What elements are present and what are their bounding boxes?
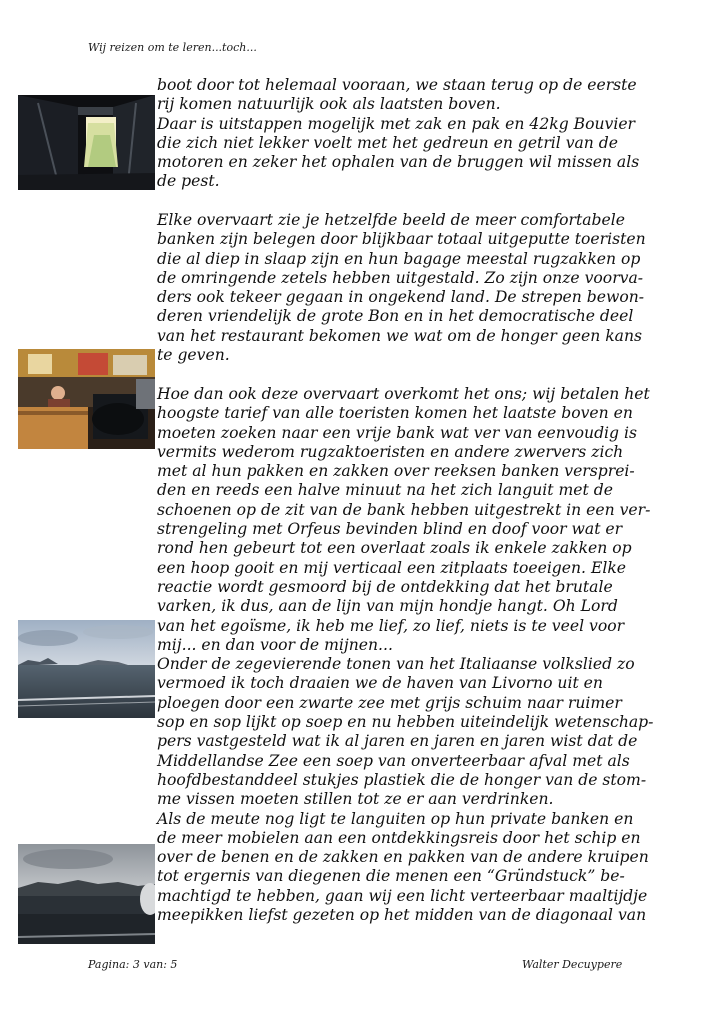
text-line: de meer mobielen aan een ontdekkingsreis door het schip en [157, 828, 641, 847]
text-line: die al diep in slaap zijn en hun bagage meestal rugzakken op [157, 249, 641, 268]
text-line: tot ergernis van diegenen die menen een “Gründstuck” be- [157, 867, 625, 886]
text-line: Hoe dan ook deze overvaart overkomt het ons; wij betalen het [157, 385, 650, 403]
text-line: deren vriendelijk de grote Bon en in het democratische deel [157, 307, 634, 326]
text-line: van het egoïsme, ik heb me lief, zo lief, niets is te veel voor [157, 616, 625, 635]
text-line: Middellandse Zee een soep van onverteerbaar afval met als [157, 751, 630, 770]
text-line: van het restaurant bekomen we wat om de honger geen kans [157, 326, 642, 345]
text-line: te geven. [157, 346, 230, 365]
text-line: machtigd te hebben, gaan wij een licht verteerbaar maaltijdje [157, 886, 648, 905]
text-line: strengeling met Orfeus bevinden blind en doof voor wat er [157, 520, 623, 539]
paragraph-3 [157, 385, 677, 925]
text-line: mij... en dan voor de mijnen... [157, 635, 393, 654]
page-header: Wij reizen om te leren...toch... [88, 41, 257, 54]
text-line: vermoed ik toch draaien we de haven van Livorno uit en [157, 674, 603, 693]
text-line: over de benen en de zakken en pakken van de andere kruipen [157, 848, 649, 867]
text-line: ders ook tekeer gegaan in ongekend land. De strepen bewon- [157, 288, 645, 307]
text-line: sop en sop lijkt op soep en nu hebben uiteindelijk wetenschap- [157, 713, 654, 732]
text-line: meepikken liefst gezeten op het midden van de diagonaal van [157, 906, 647, 925]
text-line: rij komen natuurlijk ook als laatsten boven. [157, 95, 501, 114]
text-line: hoofdbestanddeel stukjes plastiek die de honger van de stom- [157, 770, 647, 789]
text-line: Daar is uitstappen mogelijk met zak en pak en 42kg Bouvier [157, 114, 636, 133]
text-line: rond hen gebeurt tot een overlaat zoals ik enkele zakken op [157, 539, 632, 558]
text-line: schoenen op de zit van de bank hebben uitgestrekt in een ver- [157, 500, 651, 519]
text-line: den en reeds een halve minuut na het zich languit met de [157, 481, 613, 500]
text-line: pers vastgesteld wat ik al jaren en jaren en jaren wist dat de [157, 732, 638, 751]
text-line: een hoop gooit en mij verticaal een zitplaats toeeigen. Elke [157, 558, 627, 577]
text-line: hoogste tarief van alle toeristen komen het laatste boven en [157, 404, 633, 423]
text-line: moeten zoeken naar een vrije bank wat ver van eenvoudig is [157, 423, 637, 442]
text-line: motoren en zeker het ophalen van de bruggen wil missen als [157, 153, 640, 172]
text-line: Onder de zegevierende tonen van het Italiaanse volkslied zo [157, 655, 635, 674]
text-line: reactie wordt gesmoord bij de ontdekking dat het brutale [157, 577, 613, 596]
text-line: de omringende zetels hebben uitgestald. Zo zijn onze voorva- [157, 268, 644, 287]
page-number: Pagina: 3 van: 5 [88, 958, 178, 971]
author-name: Walter Decuypere [522, 958, 623, 971]
coastline-photo [18, 844, 155, 944]
text-line: met al hun pakken en zakken over reeksen banken versprei- [157, 462, 635, 481]
text-line: vermits wederom rugzaktoeristen en andere zwervers zich [157, 442, 624, 461]
paragraph-1 [157, 76, 677, 192]
ferry-hold-photo [18, 95, 155, 190]
text-line: banken zijn belegen door blijkbaar totaal uitgeputte toeristen [157, 230, 646, 249]
text-line: de pest. [157, 172, 220, 191]
text-line: boot door tot helemaal vooraan, we staan terug op de eerste [157, 76, 637, 94]
text-line: Elke overvaart zie je hetzelfde beeld de meer comfortabele [157, 211, 625, 229]
text-line: Als de meute nog ligt te languiten op hun private banken en [157, 809, 634, 828]
paragraph-2 [157, 211, 677, 365]
sea-view-photo [18, 620, 155, 718]
text-line: die zich niet lekker voelt met het gedreun en getril van de [157, 133, 619, 152]
text-line: varken, ik dus, aan de lijn van mijn hondje hangt. Oh Lord [157, 597, 618, 616]
ship-restaurant-photo [18, 349, 155, 449]
text-line: me vissen moeten stillen tot ze er aan verdrinken. [157, 790, 554, 809]
text-line: ploegen door een zwarte zee met grijs schuim naar ruimer [157, 693, 622, 712]
